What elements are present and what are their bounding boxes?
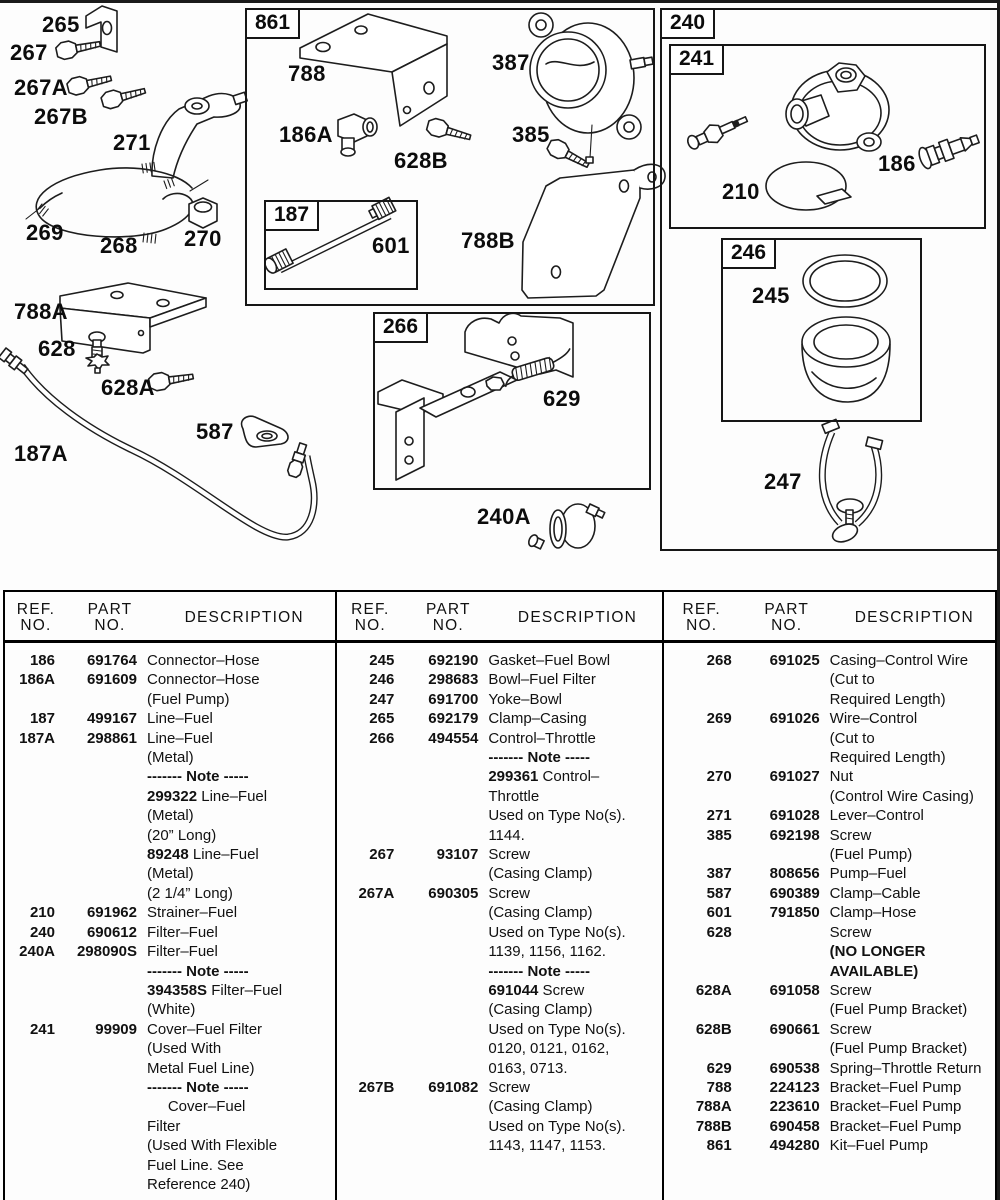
- description: [820, 1117, 995, 1136]
- ref-no: 628: [706, 923, 732, 941]
- table-rows: [664, 643, 995, 1156]
- table-row: [664, 709, 995, 767]
- ref-no: 270: [706, 768, 732, 786]
- description-line: Used on Type No(s).: [488, 1117, 626, 1135]
- ref-no: 268: [706, 652, 732, 669]
- part-label-788: 788: [288, 61, 326, 86]
- description-line: Used on Type No(s).: [488, 923, 626, 941]
- part-no: 692198: [769, 826, 820, 844]
- callout-chip-246: 246: [721, 238, 776, 269]
- description-line: (Control Wire Casing): [829, 787, 974, 805]
- description-line: Yoke–Bowl: [488, 690, 562, 708]
- part-label-270: 270: [184, 226, 222, 251]
- description: [820, 1097, 995, 1116]
- part-no: 99909: [95, 1020, 137, 1038]
- description-line: Kit–Fuel Pump: [829, 1137, 929, 1155]
- part-label-788B: 788B: [461, 228, 515, 253]
- table-row: [337, 884, 661, 1078]
- callout-chip-861: 861: [245, 8, 300, 39]
- part-no: 224123: [769, 1078, 820, 1096]
- part-628-screw-icon: [86, 332, 109, 373]
- description-line: ------- Note -----: [488, 962, 590, 980]
- description: [478, 651, 661, 670]
- description-line: Bracket–Fuel Pump: [829, 1117, 962, 1135]
- description-line: Used on Type No(s).: [488, 807, 626, 825]
- description-line: 394358S Filter–Fuel: [147, 981, 283, 999]
- table-row: [664, 903, 995, 922]
- description-line: Throttle: [488, 787, 540, 805]
- table-row: [337, 690, 661, 709]
- description-line: Cover–Fuel: [147, 1098, 246, 1116]
- description: [820, 651, 995, 709]
- table-row: [5, 729, 335, 904]
- header-ref: REF. NO.: [351, 600, 390, 634]
- description-line: (Fuel Pump): [829, 846, 913, 864]
- part-label-271: 271: [113, 130, 151, 155]
- header-ref: REF. NO.: [16, 600, 56, 634]
- description-line: Screw: [488, 884, 531, 902]
- part-no: 691764: [86, 652, 137, 669]
- table-row: [337, 670, 661, 689]
- description-line: Fuel Line. See: [147, 1156, 244, 1174]
- part-no: 691962: [86, 904, 137, 922]
- description-line: (Metal): [147, 807, 194, 825]
- description-line: Casing–Control Wire: [829, 652, 969, 669]
- callout-chip-241: 241: [669, 44, 724, 75]
- description-line: Spring–Throttle Return: [829, 1059, 982, 1077]
- part-267-screw-icon: [55, 35, 102, 61]
- description-line: 299361 Control–: [488, 768, 600, 786]
- description: [820, 826, 995, 865]
- part-no: 791850: [769, 904, 820, 922]
- ref-no: 246: [369, 671, 395, 689]
- description: [820, 1078, 995, 1097]
- part-no: 691028: [769, 807, 820, 825]
- description-line: Clamp–Casing: [488, 710, 587, 728]
- table-row: [337, 651, 661, 670]
- description-line: ------- Note -----: [147, 1078, 249, 1096]
- part-no: 494554: [428, 729, 479, 747]
- header-description: DESCRIPTION: [517, 608, 638, 626]
- table-header: [5, 592, 335, 643]
- description: [478, 690, 661, 709]
- description-line: Reference 240): [147, 1175, 251, 1193]
- description: [478, 670, 661, 689]
- description-line: Used on Type No(s).: [488, 1020, 626, 1038]
- ref-no: 186A: [19, 671, 55, 689]
- description-line: (Used With: [147, 1040, 222, 1058]
- description-line: ------- Note -----: [147, 962, 249, 980]
- description: [137, 942, 335, 1020]
- callout-chip-240: 240: [660, 8, 715, 39]
- ref-no: 861: [706, 1137, 732, 1155]
- description-line: Connector–Hose: [147, 652, 260, 669]
- part-label-186: 186: [878, 151, 916, 176]
- description-line: Lever–Control: [829, 807, 924, 825]
- description: [820, 981, 995, 1020]
- description-line: (Casing Clamp): [488, 1098, 593, 1116]
- description-line: Screw: [829, 981, 872, 999]
- part-587-clamp-cable-icon: [242, 416, 288, 447]
- part-no: 690389: [769, 884, 820, 902]
- description-line: Filter–Fuel: [147, 923, 218, 941]
- description-line: 0120, 0121, 0162,: [488, 1040, 610, 1058]
- description: [137, 670, 335, 709]
- ref-no: 628B: [695, 1020, 732, 1038]
- description-line: Strainer–Fuel: [147, 904, 238, 922]
- part-no: [732, 923, 820, 981]
- table-row: [664, 1117, 995, 1136]
- part-label-628: 628: [38, 336, 76, 361]
- description-line: (Fuel Pump): [147, 690, 230, 708]
- table-row: [664, 1136, 995, 1155]
- ref-no: 267B: [358, 1078, 395, 1096]
- description: [820, 709, 995, 767]
- description: [478, 845, 661, 884]
- diagram: [0, 0, 1000, 588]
- part-628a-screw-icon: [148, 367, 194, 391]
- part-no: 93107: [436, 846, 479, 864]
- part-267b-screw-icon: [100, 82, 147, 110]
- table-rows: [337, 643, 661, 1156]
- table-row: [337, 845, 661, 884]
- description-line: (Casing Clamp): [488, 865, 593, 883]
- header-description: DESCRIPTION: [854, 608, 974, 626]
- table-row: [664, 923, 995, 981]
- table-rows: [5, 643, 335, 1194]
- part-no: 691058: [769, 981, 820, 999]
- description-line: 89248 Line–Fuel: [147, 846, 259, 864]
- description-line: Line–Fuel: [147, 710, 213, 728]
- part-no: 691609: [86, 671, 137, 689]
- ref-no: 240: [29, 923, 55, 941]
- parts-table: [3, 590, 997, 1200]
- part-label-245: 245: [752, 283, 790, 308]
- part-label-269: 269: [26, 220, 64, 245]
- ref-no: 267: [369, 846, 395, 864]
- description-line: 1143, 1147, 1153.: [488, 1137, 606, 1155]
- table-row: [664, 1020, 995, 1059]
- description-line: (Metal): [147, 865, 194, 883]
- description: [137, 729, 335, 904]
- description-line: Nut: [829, 768, 854, 786]
- part-label-210: 210: [722, 179, 760, 204]
- ref-no: 387: [706, 865, 732, 883]
- description-line: Bracket–Fuel Pump: [829, 1078, 962, 1096]
- table-row: [664, 1059, 995, 1078]
- part-label-267B: 267B: [34, 104, 88, 129]
- part-no: 692190: [428, 652, 479, 669]
- description: [137, 651, 335, 670]
- description: [820, 864, 995, 883]
- description: [478, 709, 661, 728]
- part-label-387: 387: [492, 50, 530, 75]
- description-line: Bowl–Fuel Filter: [488, 671, 596, 689]
- part-no: 690661: [769, 1020, 820, 1038]
- part-no: 298090S: [76, 943, 137, 961]
- ref-no: 587: [706, 884, 732, 902]
- part-no: 690458: [769, 1117, 820, 1135]
- table-row: [5, 903, 335, 922]
- table-row: [5, 923, 335, 942]
- table-col-3: [662, 592, 995, 1200]
- table-header: [664, 592, 995, 643]
- part-270-nut-icon: [189, 198, 217, 228]
- description: [820, 1020, 995, 1059]
- part-label-587: 587: [196, 419, 234, 444]
- part-label-240A: 240A: [477, 504, 531, 529]
- description-line: Wire–Control: [829, 710, 918, 728]
- description-line: (20” Long): [147, 826, 217, 844]
- table-row: [337, 709, 661, 728]
- part-label-628B: 628B: [394, 148, 448, 173]
- description-line: (Casing Clamp): [488, 1001, 593, 1019]
- ref-no: 267A: [358, 884, 395, 902]
- description: [478, 884, 661, 1078]
- description: [478, 729, 661, 845]
- description: [137, 903, 335, 922]
- table-row: [664, 1097, 995, 1116]
- ref-no: 186: [29, 652, 55, 669]
- description: [820, 923, 995, 981]
- description-line: 1139, 1156, 1162.: [488, 943, 606, 961]
- description-line: (2 1/4” Long): [147, 884, 233, 902]
- description-line: 691044 Screw: [488, 981, 585, 999]
- part-no: 690538: [769, 1059, 820, 1077]
- description-line: Control–Throttle: [488, 729, 596, 747]
- table-header: [337, 592, 661, 643]
- description-line: Clamp–Cable: [829, 884, 921, 902]
- part-label-385: 385: [512, 122, 550, 147]
- description-line: 1144.: [488, 826, 525, 844]
- description: [820, 806, 995, 825]
- callout-chip-266: 266: [373, 312, 428, 343]
- ref-no: 601: [706, 904, 732, 922]
- ref-no: 629: [706, 1059, 732, 1077]
- table-row: [664, 767, 995, 806]
- part-label-629: 629: [543, 386, 581, 411]
- ref-no: 266: [369, 729, 395, 747]
- table-row: [5, 942, 335, 1020]
- description-line: Filter: [147, 1117, 181, 1135]
- ref-no: 788B: [695, 1117, 732, 1135]
- description-line: Screw: [488, 1078, 531, 1096]
- part-label-601: 601: [372, 233, 410, 258]
- table-row: [664, 826, 995, 865]
- callout-chip-187: 187: [264, 200, 319, 231]
- ref-no: 210: [29, 904, 55, 922]
- part-label-247: 247: [764, 469, 802, 494]
- description-line: Pump–Fuel: [829, 865, 907, 883]
- table-row: [664, 651, 995, 709]
- table-row: [664, 1078, 995, 1097]
- ref-no: 265: [369, 710, 395, 728]
- description-line: (NO LONGER: [829, 943, 926, 961]
- ref-no: 788: [706, 1078, 732, 1096]
- part-no: 223610: [769, 1098, 820, 1116]
- description: [820, 884, 995, 903]
- ref-no: 788A: [695, 1098, 732, 1116]
- table-col-1: [5, 592, 335, 1200]
- table-row: [5, 670, 335, 709]
- ref-no: 247: [369, 690, 395, 708]
- description-line: 299322 Line–Fuel: [147, 787, 268, 805]
- part-label-267: 267: [10, 40, 48, 65]
- header-description: DESCRIPTION: [184, 608, 304, 626]
- description-line: (Fuel Pump Bracket): [829, 1040, 968, 1058]
- ref-no: 240A: [19, 943, 55, 961]
- description-line: (Cut to: [829, 671, 875, 689]
- description-line: (Casing Clamp): [488, 904, 593, 922]
- description-line: Gasket–Fuel Bowl: [488, 652, 611, 669]
- table-row: [5, 709, 335, 728]
- description-line: Screw: [829, 1020, 872, 1038]
- part-no: 298861: [86, 729, 137, 747]
- ref-no: 187: [29, 710, 55, 728]
- description-line: (Fuel Pump Bracket): [829, 1001, 968, 1019]
- description: [137, 709, 335, 728]
- ref-no: 269: [706, 710, 732, 728]
- table-col-2: [335, 592, 661, 1200]
- description-line: Bracket–Fuel Pump: [829, 1098, 962, 1116]
- description-line: AVAILABLE): [829, 962, 919, 980]
- description-line: Required Length): [829, 690, 946, 708]
- table-row: [5, 1020, 335, 1195]
- part-no: 298683: [428, 671, 479, 689]
- description-line: (Metal): [147, 749, 194, 767]
- description-line: Connector–Hose: [147, 671, 260, 689]
- description-line: ------- Note -----: [147, 768, 249, 786]
- part-788a-bracket-icon: [60, 283, 206, 353]
- description-line: Line–Fuel: [147, 729, 213, 747]
- description-line: Metal Fuel Line): [147, 1059, 255, 1077]
- part-no: 494280: [769, 1137, 820, 1155]
- description: [820, 767, 995, 806]
- ref-no: 245: [369, 652, 395, 669]
- description-line: Filter–Fuel: [147, 943, 218, 961]
- header-ref: REF. NO.: [682, 600, 721, 634]
- description: [478, 1078, 661, 1156]
- description-line: ------- Note -----: [488, 749, 590, 767]
- description: [820, 903, 995, 922]
- part-no: 691025: [769, 652, 820, 669]
- table-row: [664, 981, 995, 1020]
- description-line: Cover–Fuel Filter: [147, 1020, 263, 1038]
- part-label-628A: 628A: [101, 375, 155, 400]
- description: [137, 1020, 335, 1195]
- part-no: 499167: [86, 710, 137, 728]
- part-label-265: 265: [42, 12, 80, 37]
- ref-no: 385: [706, 826, 732, 844]
- part-label-186A: 186A: [279, 122, 333, 147]
- part-label-267A: 267A: [14, 75, 68, 100]
- description-line: Screw: [829, 923, 872, 941]
- table-row: [5, 651, 335, 670]
- description-line: (Cut to: [829, 729, 875, 747]
- header-part: PART NO.: [764, 600, 810, 634]
- part-no: 690612: [86, 923, 137, 941]
- table-row: [664, 806, 995, 825]
- part-label-268: 268: [100, 233, 138, 258]
- ref-no: 241: [29, 1020, 55, 1038]
- part-no: 808656: [769, 865, 820, 883]
- table-row: [664, 864, 995, 883]
- table-row: [337, 1078, 661, 1156]
- description-line: Screw: [488, 846, 531, 864]
- part-no: 691027: [769, 768, 820, 786]
- part-271-lever-control-icon: [152, 92, 247, 178]
- header-part: PART NO.: [425, 600, 471, 634]
- description: [820, 1136, 995, 1155]
- part-no: 690305: [428, 884, 479, 902]
- part-no: 691700: [428, 690, 479, 708]
- description-line: Screw: [829, 826, 872, 844]
- part-no: 691082: [428, 1078, 479, 1096]
- ref-no: 628A: [695, 981, 732, 999]
- description-line: Clamp–Hose: [829, 904, 917, 922]
- ref-no: 271: [706, 807, 732, 825]
- table-row: [337, 729, 661, 845]
- description-line: (White): [147, 1001, 196, 1019]
- table-row: [664, 884, 995, 903]
- ref-no: 187A: [19, 729, 55, 747]
- part-no: 691026: [769, 710, 820, 728]
- part-label-788A: 788A: [14, 299, 68, 324]
- description-line: (Used With Flexible: [147, 1137, 278, 1155]
- part-no: 692179: [428, 710, 479, 728]
- part-240a-fuel-filter-icon: [527, 504, 605, 550]
- description-line: 0163, 0713.: [488, 1059, 568, 1077]
- description: [820, 1059, 995, 1078]
- header-part: PART NO.: [87, 600, 133, 634]
- part-label-187A: 187A: [14, 441, 68, 466]
- description-line: Required Length): [829, 749, 946, 767]
- description: [137, 923, 335, 942]
